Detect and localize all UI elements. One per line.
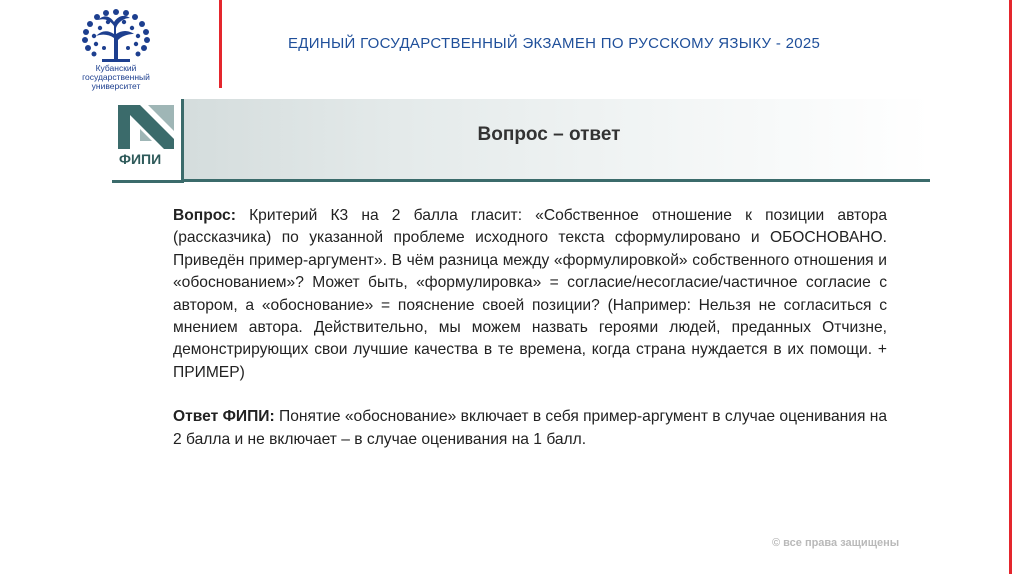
university-logo	[66, 4, 166, 96]
university-name-line: университет	[91, 81, 141, 91]
question-text: Критерий К3 на 2 балла гласит: «Собственное отношение к позиции автора (рассказчика) по указанной проблеме исходного текста сформулировано и ОБОСНОВАНО. Приведён пример-аргумент». В чём разница между «формулировкой» собственного отношения и «обоснованием»? Может быть, «формулировка» = согласие/несогласие/частичное согласие с автором, а «обоснование» = пояснение своей позиции? (Например: Нельзя не согласиться с мнением автора. Действительно, мы можем назвать героями людей, преданных Отчизне, демонстрирующих свои лучшие качества в те времена, когда страна нуждается в их помощи. + ПРИМЕР)	[173, 207, 887, 381]
qa-content	[173, 205, 887, 451]
university-name	[66, 64, 166, 91]
banner-title: Вопрос – ответ	[477, 124, 621, 145]
banner-underline	[182, 179, 930, 182]
tree-icon	[74, 4, 158, 64]
fipi-banner	[112, 99, 930, 181]
fipi-label: ФИПИ	[119, 151, 162, 167]
university-name-line: Кубанский	[95, 63, 137, 73]
copyright-notice: © все права защищены	[772, 537, 900, 549]
answer-text: Понятие «обоснование» включает в себя пример-аргумент в случае оценивания на 2 балла и не включает – в случае оценивания на 1 балл.	[173, 408, 888, 448]
question-paragraph	[173, 205, 887, 384]
answer-paragraph	[173, 406, 887, 451]
exam-title: ЕДИНЫЙ ГОСУДАРСТВЕННЫЙ ЭКЗАМЕН ПО РУССКОМУ ЯЗЫКУ - 2025	[288, 35, 821, 52]
red-divider-right	[1009, 0, 1012, 574]
answer-label: Ответ ФИПИ:	[173, 408, 275, 426]
red-divider-left	[219, 0, 222, 88]
university-name-line: государственный	[82, 72, 150, 82]
question-label: Вопрос:	[173, 207, 236, 224]
